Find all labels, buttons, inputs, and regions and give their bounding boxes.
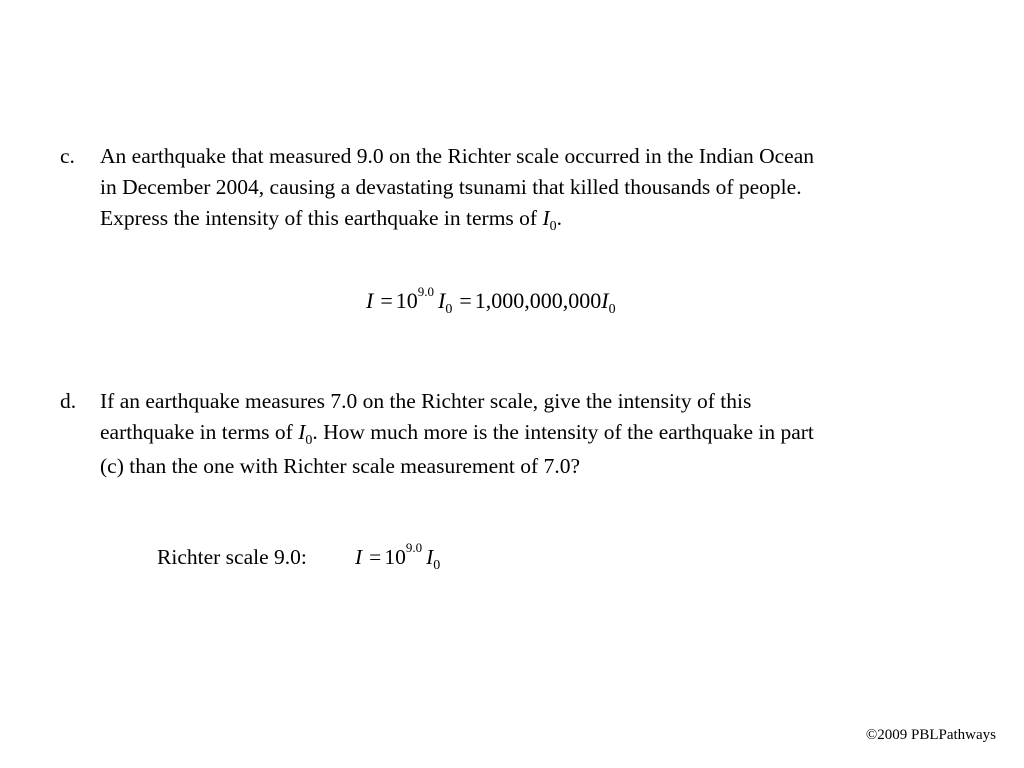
equation-d-equals: = bbox=[369, 545, 382, 569]
problem-d bbox=[60, 386, 980, 482]
equation-c-sub: 0 bbox=[445, 302, 453, 317]
equation-d-row bbox=[157, 540, 441, 573]
richter-9-label: Richter scale 9.0: bbox=[157, 545, 307, 569]
problem-c-line-3-end: . bbox=[556, 206, 562, 230]
copyright-notice: ©2009 PBLPathways bbox=[865, 727, 996, 743]
problem-c-text bbox=[100, 141, 980, 237]
intensity-variable: I bbox=[298, 420, 306, 444]
equation-d-lhs: I bbox=[355, 545, 363, 569]
problem-d-line-2-text: earthquake in terms of bbox=[100, 420, 299, 444]
problem-d-line-1: If an earthquake measures 7.0 on the Richter scale, give the intensity of this bbox=[100, 389, 752, 413]
problem-d-marker: d. bbox=[60, 389, 77, 413]
equation-c bbox=[366, 284, 616, 317]
intensity-subscript: 0 bbox=[549, 219, 557, 234]
equation-c-equals-2: = bbox=[459, 288, 472, 313]
problem-c-marker: c. bbox=[60, 144, 75, 168]
problem-d-line-3: (c) than the one with Richter scale measurement of 7.0? bbox=[100, 454, 580, 478]
problem-d-line-2-end: . How much more is the intensity of the earthquake in part bbox=[312, 420, 814, 444]
problem-c-line-2: in December 2004, causing a devastating tsunami that killed thousands of people. bbox=[100, 175, 802, 199]
problem-d-line-2 bbox=[100, 417, 980, 451]
problem-c-line-3 bbox=[100, 203, 980, 237]
problem-c-line-3-text: Express the intensity of this earthquake in terms of bbox=[100, 206, 543, 230]
equation-c-base: 10 bbox=[395, 288, 418, 313]
problem-c bbox=[60, 141, 980, 237]
equation-d-var: I bbox=[426, 545, 434, 569]
equation-c-var: I bbox=[438, 288, 446, 313]
equation-d-exponent: 9.0 bbox=[405, 540, 423, 555]
equation-c-var-2: I bbox=[601, 288, 609, 313]
equation-d-sub: 0 bbox=[433, 558, 441, 573]
equation-c-sub-2: 0 bbox=[608, 302, 616, 317]
equation-c-equals: = bbox=[380, 288, 393, 313]
equation-c-exponent: 9.0 bbox=[417, 284, 434, 299]
equation-c-result: 1,000,000,000 bbox=[474, 288, 602, 313]
problem-d-text bbox=[100, 386, 980, 482]
equation-c-lhs: I bbox=[366, 288, 374, 313]
intensity-variable: I bbox=[542, 206, 550, 230]
problem-c-line-1: An earthquake that measured 9.0 on the Richter scale occurred in the Indian Ocean bbox=[100, 144, 814, 168]
equation-d-base: 10 bbox=[384, 545, 406, 569]
intensity-subscript: 0 bbox=[305, 433, 313, 448]
